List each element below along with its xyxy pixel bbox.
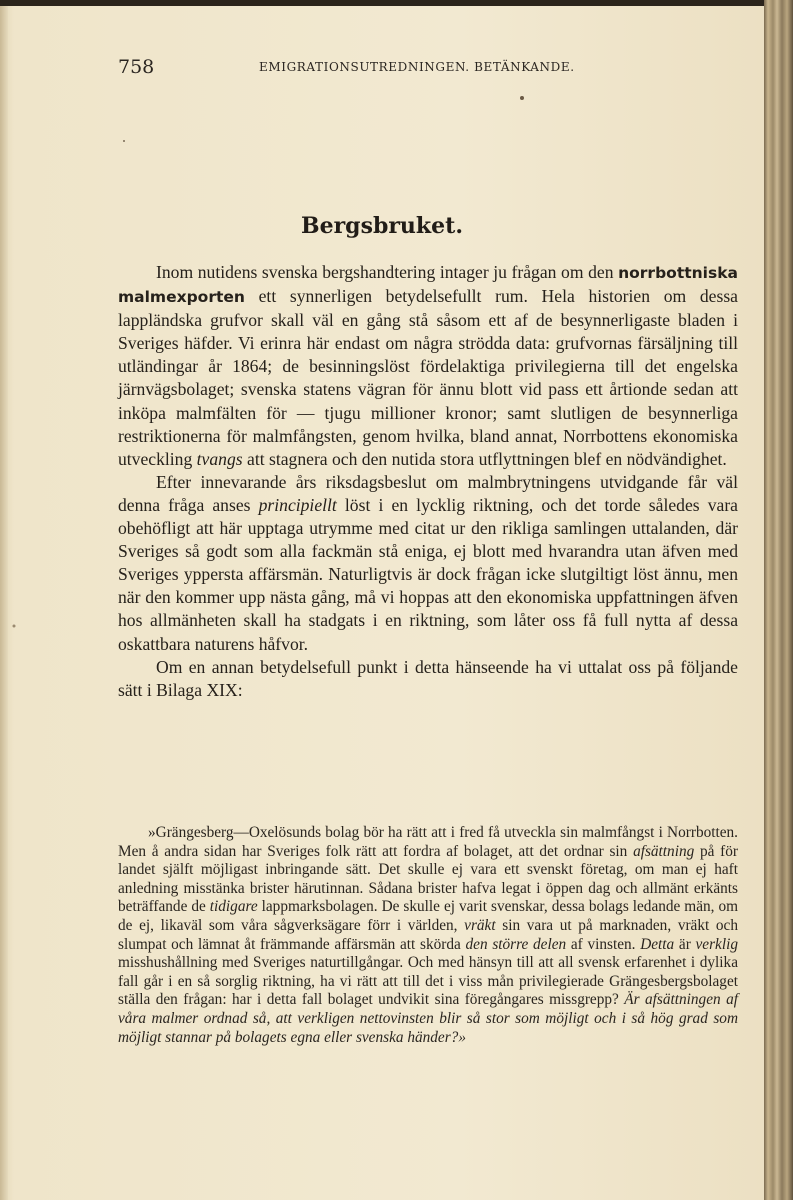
book-page [0,6,764,1200]
book-binding-edge [764,0,793,1200]
quote-text-e: af vinsten. [566,935,641,953]
paper-speck [520,96,524,100]
page-number: 758 [118,56,155,78]
quote-text-b: på för landet själft möjligast inbringande sätt. Det skulle ej vara ett svenskt företag, om man ej haft anledning misstänka brister härutinnan. Sådana brister hafva legat i öppen dag och allmänt erkänts beträffande de [118,842,738,916]
paragraph-1 [118,261,738,471]
paper-speck [123,140,125,142]
page-header [118,56,738,80]
paragraph-1-bold: norrbottniska malmexporten [118,264,738,307]
paragraph-1-text-c: att stagnera och den nutida stora utflyttningen blef en nödvändighet. [242,448,727,469]
paragraph-1-text-b: ett synnerligen betydelsefullt rum. Hela historien om dessa lappländska grufvor skall väl en gång stå såsom ett af de besynnerligaste bladen i Sveriges häfder. Vi erinra här endast om några strödda data: grufvornas färsäljning till utländingar år 1864; de besinningslöst fördelaktiga privilegierna till det engelska järnvägsbolaget; svenska statens vägran för ännu blott vid pass ett årtionde sedan att inköpa malmfälten för — tjugu millioner kronor; samt slutligen de besynnerliga restriktionerna för malmfångsten, genom hvilka, bland annat, Norrbottens ekonomiska utveckling [118,286,738,469]
quote-text-c: lappmarksbolagen. De skulle ej varit svenskar, dessa bolags ledande män, om de ej, likaväl som våra sågverksägare förr i världen, [118,898,738,934]
body-text [118,261,738,702]
paragraph-2-text-a: Efter innevarande års riksdagsbeslut om malmbrytningens utvidgande får väl denna fråga anses [118,471,738,515]
page-left-edge [0,6,8,1200]
paragraph-3: Om en annan betydelsefull punkt i detta hänseende ha vi uttalat oss på följande sätt i Bilaga XIX: [118,656,738,700]
quote-italic-6: verklig [695,935,738,953]
quote-text-g: misshushållning med Sveriges naturtillgångar. Och med hänsyn till att all svensk erfarenhet i dylika fall går i en så sorglig riktning, ha vi rätt att till det i viss mån privilegierade Grängesbergsbolaget ställa den frågan: har i detta fall bolaget undvikit sina föregångares missgrepp? [118,954,738,1009]
quote-text-a: »Grängesberg—Oxelösunds bolag bör ha rätt att i fred få utveckla sin malmfångst i Norrbotten. Men å andra sidan har Sveriges folk rätt att fordra af bolaget, att det ordnar sin [118,824,738,860]
block-quote [118,824,738,1047]
quote-italic-7: Är afsättningen af våra malmer ordnad så, att verkligen nettovinsten blir så stor som möjligt och i så hög grad som möjligt stannar på bolagets egna eller svenska händer?» [118,991,738,1046]
quote-italic-1: afsättning [633,842,695,860]
quote-italic-4: den större delen [465,935,567,953]
paper-speck [13,625,16,628]
quote-text-d: sin vara ut på marknaden, vräkt och slumpat och lämnat åt främmande affärsmän att skörda [118,916,738,953]
paragraph-1-text-a: Inom nutidens svenska bergshandtering intager ju frågan om den [156,262,619,282]
quote-italic-5: Detta [640,935,675,953]
quote-text-f: är [674,935,696,953]
quote-italic-3: vräkt [464,916,496,934]
paragraph-2-text-b: löst i en lycklig riktning, och det torde således vara obehöfligt att här upptaga utrymme med citat ur den rikliga samlingen uttalanden, där Sveriges så godt som alla fackmän stå eniga, ej blott med hvarandra utan äfven med Sveriges yppersta affärsmän. Naturligtvis är dock frågan icke slutgiltigt löst ännu, men när den kommer upp nästa gång, må vi hoppas att den ekonomiska uppfattningen äfven hos allmänheten skall ha stadgats i en riktning, som låter oss få full nytta af dessa oskattbara naturens håfvor. [118,494,738,654]
running-title: EMIGRATIONSUTREDNINGEN. BETÄNKANDE. [259,60,575,74]
paragraph-2-italic: principiellt [258,494,337,515]
paragraph-1-italic: tvangs [196,448,243,469]
section-title: Bergsbruket. [301,213,463,239]
quote-paragraph [118,824,738,1047]
quote-italic-2: tidigare [209,898,258,916]
paragraph-2 [118,471,738,656]
